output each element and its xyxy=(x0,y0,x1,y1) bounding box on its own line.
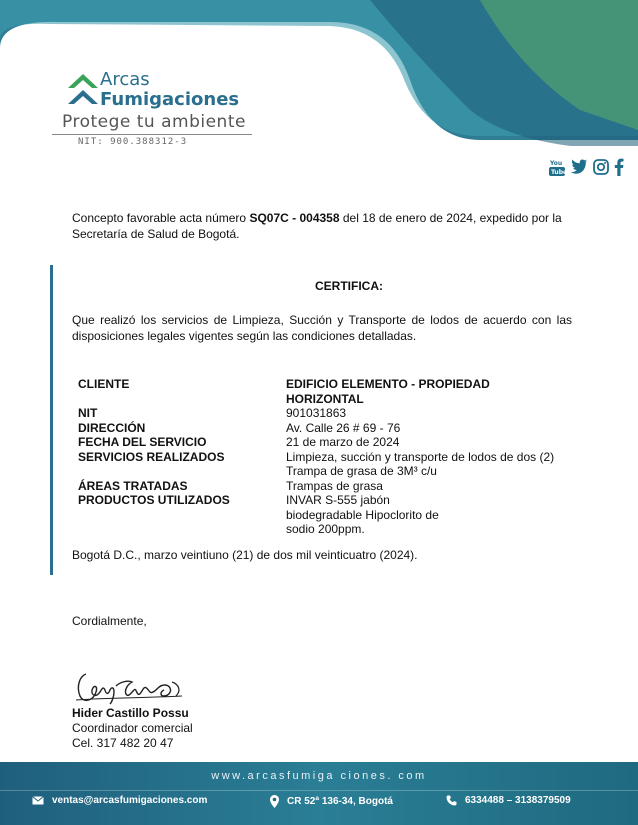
concepto-prefix: Concepto favorable acta número xyxy=(72,211,250,225)
instagram-icon[interactable] xyxy=(593,159,609,175)
svg-text:Tube: Tube xyxy=(551,169,568,176)
field-label: NIT xyxy=(78,406,98,420)
location-pin-icon xyxy=(270,795,279,808)
field-value: 21 de marzo de 2024 xyxy=(286,435,400,449)
address-text: CR 52ª 136-34, Bogotá xyxy=(287,796,393,807)
field-value: Limpieza, succión y transporte de lodos de dos (2) Trampa de grasa de 3M³ c/u xyxy=(286,449,555,478)
field-row-areas xyxy=(78,479,558,494)
phone-icon xyxy=(446,795,457,806)
field-row-productos xyxy=(78,493,558,537)
website-link[interactable]: www.arcasfumiga ciones. com xyxy=(211,770,427,782)
field-label: FECHA DEL SERVICIO xyxy=(78,435,207,449)
field-value: 901031863 xyxy=(286,406,347,420)
brand-name xyxy=(100,70,239,110)
concepto-suffix: del 18 de enero de 2024, expedido por la Secretaría de Salud de Bogotá. xyxy=(72,211,562,241)
tagline: Protege tu ambiente xyxy=(62,112,246,132)
signature-image xyxy=(72,662,192,706)
envelope-icon xyxy=(32,796,44,805)
footer-phones xyxy=(446,795,571,806)
field-label: SERVICIOS REALIZADOS xyxy=(78,449,225,464)
company-nit: NIT: 900.388312-3 xyxy=(78,137,188,147)
phones-text: 6334488 – 3138379509 xyxy=(465,795,571,806)
field-row-nit xyxy=(78,406,558,421)
field-label: PRODUCTOS UTILIZADOS xyxy=(78,493,230,507)
field-label: ÁREAS TRATADAS xyxy=(78,478,188,493)
brand-line2: Fumigaciones xyxy=(100,89,240,110)
field-row-cliente xyxy=(78,377,558,406)
footer-divider xyxy=(0,790,638,791)
field-row-fecha xyxy=(78,435,558,450)
field-value: INVAR S-555 jabón biodegradable Hipoclorito de sodio 200ppm. xyxy=(286,493,439,536)
footer-address xyxy=(270,795,393,808)
document-date: Bogotá D.C., marzo veintiuno (21) de dos mil veinticuatro (2024). xyxy=(72,548,418,562)
accent-bar xyxy=(50,265,53,575)
closing: Cordialmente, xyxy=(72,614,147,628)
signer-name: Hider Castillo Possu xyxy=(72,706,189,720)
certification-paragraph: Que realizó los servicios de Limpieza, Succión y Transporte de lodos de acuerdo con las disposiciones legales vigentes según las condiciones detalladas. xyxy=(72,313,572,343)
field-value: Trampas de grasa xyxy=(286,478,383,493)
social-icons xyxy=(549,158,624,176)
field-value: Av. Calle 26 # 69 - 76 xyxy=(286,420,401,435)
acta-number: SQ07C - 004358 xyxy=(249,211,340,225)
field-label: CLIENTE xyxy=(78,377,130,391)
twitter-icon[interactable] xyxy=(570,159,588,175)
field-label: DIRECCIÓN xyxy=(78,420,146,435)
field-row-direccion xyxy=(78,421,558,436)
svg-text:You: You xyxy=(550,160,563,167)
divider xyxy=(52,134,252,135)
email-text[interactable]: ventas@arcasfumigaciones.com xyxy=(52,795,208,806)
field-row-servicios xyxy=(78,450,558,479)
facebook-icon[interactable] xyxy=(614,158,624,176)
arcas-logo-icon xyxy=(66,70,100,106)
concepto-paragraph xyxy=(72,210,577,242)
service-details xyxy=(78,377,558,537)
footer-email[interactable] xyxy=(32,795,207,806)
signer-phone: Cel. 317 482 20 47 xyxy=(72,736,174,750)
certifica-heading: CERTIFICA: xyxy=(315,279,383,293)
signer-role: Coordinador comercial xyxy=(72,721,193,735)
youtube-icon[interactable] xyxy=(549,158,568,176)
field-value: EDIFICIO ELEMENTO - PROPIEDAD HORIZONTAL xyxy=(286,377,490,406)
brand-line1: Arcas xyxy=(100,69,150,90)
